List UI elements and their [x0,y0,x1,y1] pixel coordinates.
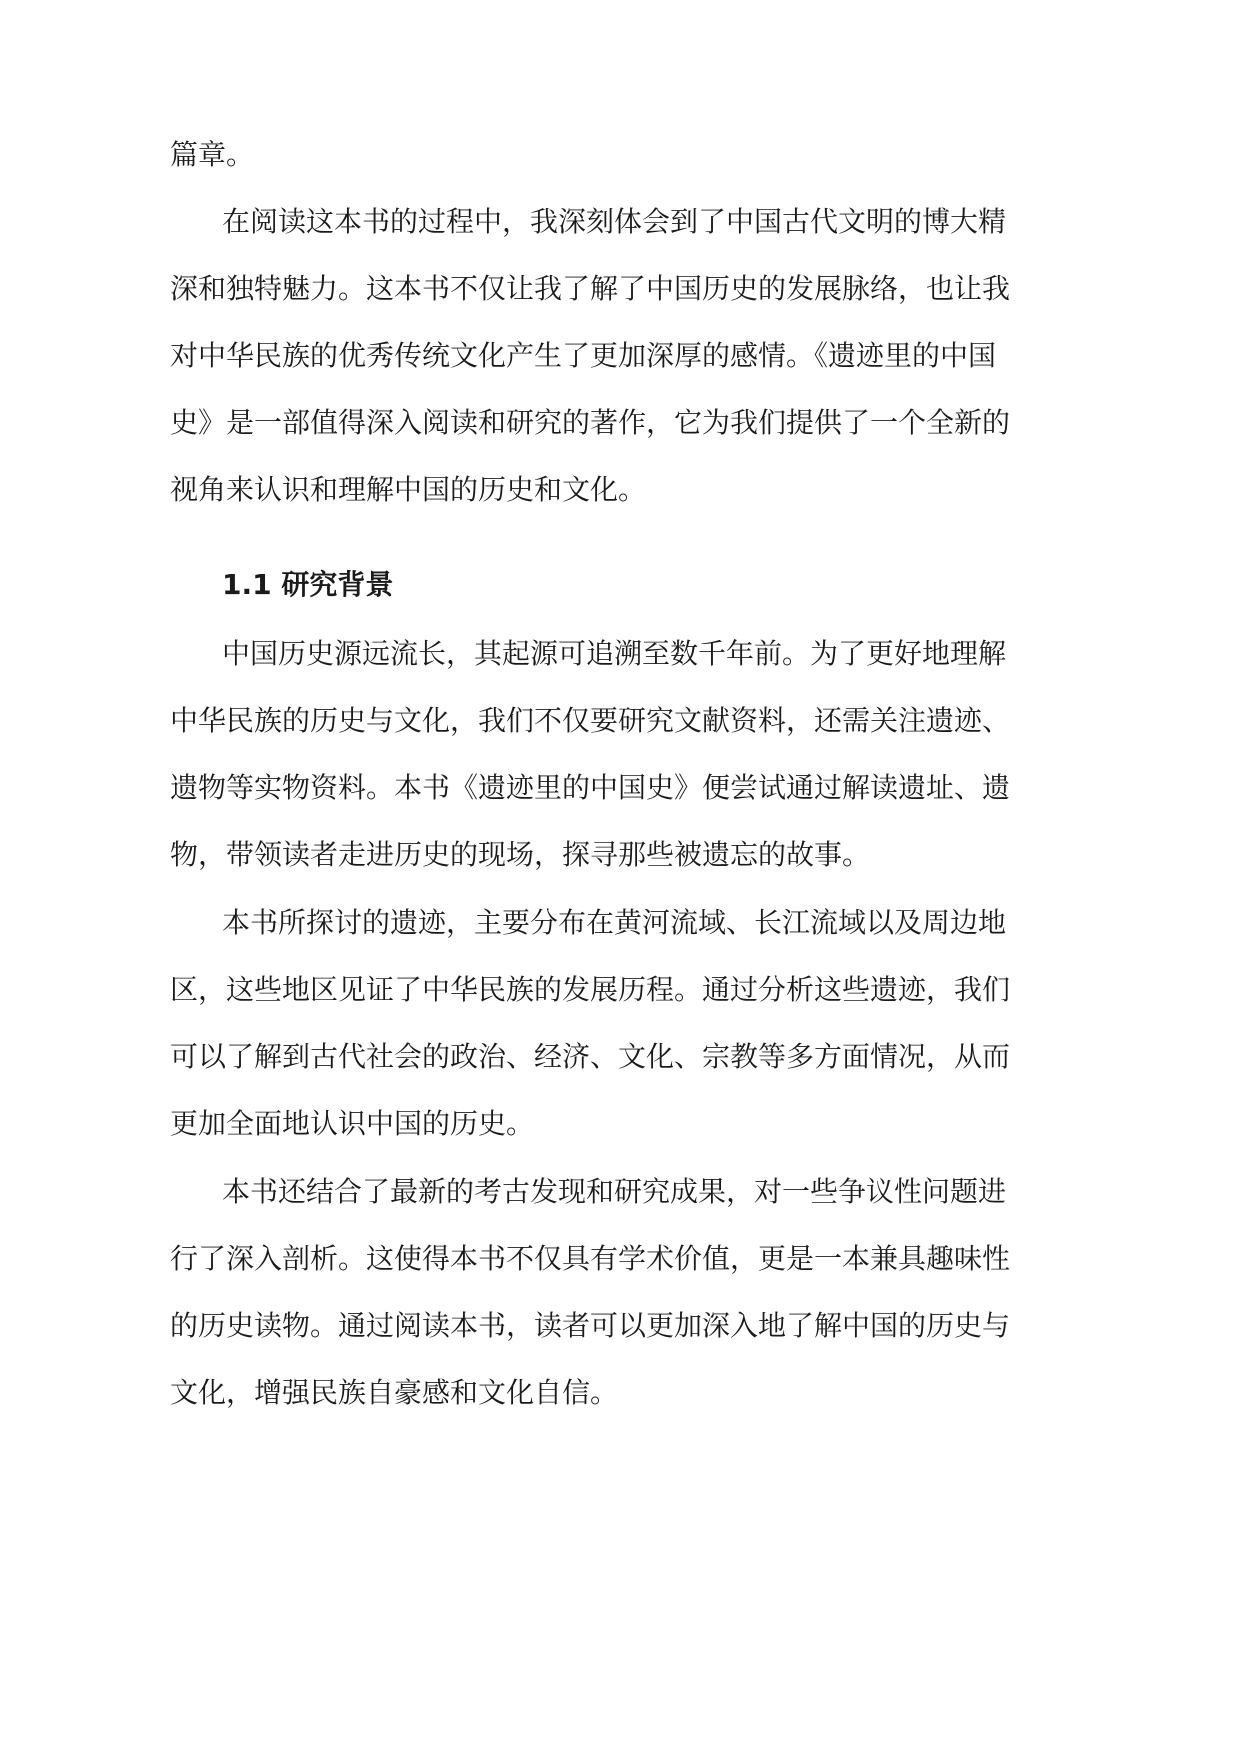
paragraph-line: 本书还结合了最新的考古发现和研究成果，对一些争议性问题进 [222,1175,1007,1208]
section-heading: 1.1 研究背景 [222,568,394,601]
paragraph-line: 可以了解到古代社会的政治、经济、文化、宗教等多方面情况，从而 [170,1040,1011,1073]
paragraph-line: 深和独特魅力。这本书不仅让我了解了中国历史的发展脉络，也让我 [170,272,1011,305]
paragraph-line: 对中华民族的优秀传统文化产生了更加深厚的感情。《遗迹里的中国 [170,339,997,372]
paragraph-line: 史》是一部值得深入阅读和研究的著作，它为我们提供了一个全新的 [170,406,1011,439]
paragraph-line: 的历史读物。通过阅读本书，读者可以更加深入地了解中国的历史与 [170,1309,1011,1342]
paragraph-line: 在阅读这本书的过程中，我深刻体会到了中国古代文明的博大精 [222,205,1007,238]
paragraph-line: 中华民族的历史与文化，我们不仅要研究文献资料，还需关注遗迹、 [170,704,1011,737]
paragraph-line: 行了深入剖析。这使得本书不仅具有学术价值，更是一本兼具趣味性 [170,1242,1011,1275]
paragraph-line: 中国历史源远流长，其起源可追溯至数千年前。为了更好地理解 [222,637,1007,670]
paragraph-line: 物，带领读者走进历史的现场，探寻那些被遗忘的故事。 [170,838,871,871]
paragraph-line: 篇章。 [170,138,255,171]
paragraph-line: 本书所探讨的遗迹，主要分布在黄河流域、长江流域以及周边地 [222,906,1007,939]
paragraph-line: 区，这些地区见证了中华民族的发展历程。通过分析这些遗迹，我们 [170,973,1011,1006]
paragraph-line: 更加全面地认识中国的历史。 [170,1107,535,1140]
paragraph-line: 遗物等实物资料。本书《遗迹里的中国史》便尝试通过解读遗址、遗 [170,771,1011,804]
paragraph-line: 文化，增强民族自豪感和文化自信。 [170,1376,619,1409]
paragraph-line: 视角来认识和理解中国的历史和文化。 [170,473,647,506]
